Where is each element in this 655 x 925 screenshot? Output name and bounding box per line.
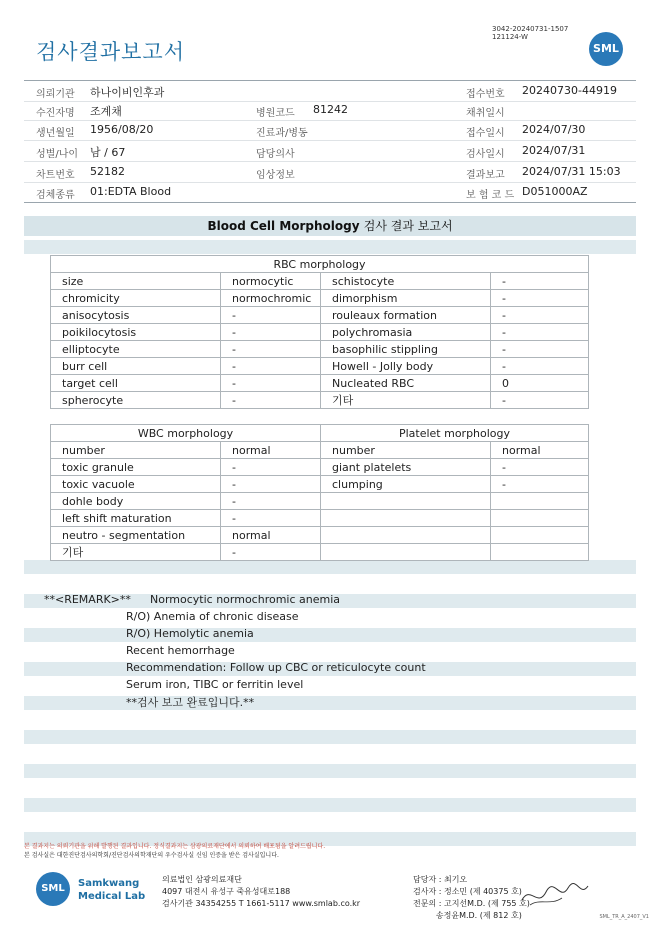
info-value: 01:EDTA Blood: [90, 185, 172, 198]
company-name-line: Samkwang: [78, 878, 140, 889]
info-value: 2024/07/31: [522, 144, 586, 157]
document-id-line: 3042-20240731-1507: [492, 25, 569, 33]
table-row: [51, 375, 589, 392]
table-row: [51, 544, 589, 561]
morphology-result: normal: [491, 442, 589, 459]
stripe-band: [24, 628, 636, 642]
info-row: [24, 80, 636, 102]
company-info-line: 의료법인 삼광의료재단: [162, 875, 242, 884]
morphology-item: burr cell: [51, 358, 221, 375]
morphology-result: -: [491, 273, 589, 290]
morphology-item: [321, 493, 491, 510]
company-info-line: 4097 대전시 유성구 죽유성대로188: [162, 887, 291, 896]
morphology-result: normal: [221, 442, 321, 459]
page-title: 검사결과보고서: [36, 40, 186, 64]
sml-logo: SML: [589, 32, 623, 66]
morphology-result: -: [491, 324, 589, 341]
morphology-result: normocytic: [221, 273, 321, 290]
morphology-result: -: [221, 307, 321, 324]
morphology-item: Howell - Jolly body: [321, 358, 491, 375]
remark-line: Normocytic normochromic anemia: [150, 593, 341, 606]
morphology-item: neutro - segmentation: [51, 527, 221, 544]
info-label: 접수번호: [466, 89, 505, 100]
morphology-result: -: [221, 459, 321, 476]
info-row: [24, 100, 636, 121]
morphology-result: -: [491, 307, 589, 324]
morphology-result: [491, 510, 589, 527]
info-label: 접수일시: [466, 128, 505, 139]
morphology-result: -: [221, 375, 321, 392]
morphology-result: -: [491, 392, 589, 409]
table-row: [51, 358, 589, 375]
info-value: 81242: [313, 103, 348, 116]
morphology-result: [491, 493, 589, 510]
remark-label: **<REMARK>**: [44, 593, 131, 606]
table-row: [51, 341, 589, 358]
morphology-item: giant platelets: [321, 459, 491, 476]
rbc-header: RBC morphology: [51, 256, 589, 273]
morphology-item: schistocyte: [321, 273, 491, 290]
table-row: [51, 392, 589, 409]
info-label: 검사일시: [466, 149, 505, 160]
remark-line: Recent hemorrhage: [126, 644, 235, 657]
info-value: 남 / 67: [90, 146, 126, 159]
document-id: [492, 25, 568, 41]
morphology-item: [321, 510, 491, 527]
morphology-item: Nucleated RBC: [321, 375, 491, 392]
staff-line: 담당자 : 최기오: [413, 875, 468, 884]
morphology-result: normal: [221, 527, 321, 544]
report-title: [24, 216, 636, 236]
morphology-item: left shift maturation: [51, 510, 221, 527]
morphology-item: 기타: [51, 544, 221, 561]
table-row: [51, 527, 589, 544]
info-label: 검체종류: [36, 190, 75, 201]
remark-line: R/O) Anemia of chronic disease: [126, 610, 299, 623]
staff-line: 송정윤M.D. (제 812 호): [413, 911, 522, 920]
company-info-line: 검사기관 34354255 T 1661-5117 www.smlab.co.kr: [162, 899, 361, 908]
staff-line: 전문의 : 고지선M.D. (제 755 호): [413, 899, 530, 908]
info-row: [24, 141, 636, 162]
info-label: 병원코드: [256, 108, 295, 119]
morphology-result: -: [221, 544, 321, 561]
footnote: 본 결과지는 의뢰기관을 위해 발행된 결과입니다. 정식결과지는 삼광의료재단에서 의뢰하여 배포됨을 알려드립니다.: [24, 843, 326, 850]
stripe-band: [24, 730, 636, 744]
info-label: 담당의사: [256, 149, 295, 160]
morphology-result: -: [491, 476, 589, 493]
info-value: 20240730-44919: [522, 84, 617, 97]
info-label: 생년월일: [36, 128, 75, 139]
morphology-item: number: [321, 442, 491, 459]
table-row: [51, 307, 589, 324]
remark-line: R/O) Hemolytic anemia: [126, 627, 254, 640]
company-name-line: Medical Lab: [78, 891, 146, 902]
company-info: [162, 874, 360, 910]
table-row: [51, 459, 589, 476]
platelet-header: Platelet morphology: [321, 425, 589, 442]
remark-line: **검사 보고 완료입니다.**: [126, 696, 255, 709]
morphology-result: [491, 527, 589, 544]
info-value: 2024/07/31 15:03: [522, 165, 621, 178]
info-value: 2024/07/30: [522, 123, 586, 136]
wbc-header: WBC morphology: [51, 425, 321, 442]
morphology-result: -: [221, 392, 321, 409]
morphology-item: toxic vacuole: [51, 476, 221, 493]
info-label: 차트번호: [36, 170, 75, 181]
table-row: [51, 442, 589, 459]
morphology-item: 기타: [321, 392, 491, 409]
morphology-item: elliptocyte: [51, 341, 221, 358]
remark-line: Serum iron, TIBC or ferritin level: [126, 678, 304, 691]
form-version: SML_TR_A_2407_V1: [599, 914, 649, 920]
info-label: 결과보고: [466, 170, 505, 181]
morphology-item: poikilocytosis: [51, 324, 221, 341]
info-row: [24, 182, 636, 203]
footer-logo: SML: [36, 872, 70, 906]
morphology-result: -: [221, 358, 321, 375]
info-value: 조계채: [90, 105, 122, 118]
company-name: [78, 877, 145, 903]
report-title-ko: 검사 결과 보고서: [363, 219, 453, 233]
morphology-result: -: [221, 476, 321, 493]
morphology-result: -: [491, 290, 589, 307]
morphology-item: [321, 544, 491, 561]
staff-info: [413, 874, 530, 922]
morphology-result: -: [221, 510, 321, 527]
info-label: 의뢰기관: [36, 89, 75, 100]
morphology-item: size: [51, 273, 221, 290]
info-label: 임상정보: [256, 170, 295, 181]
info-label: 채취일시: [466, 108, 505, 119]
signature-image: [520, 880, 590, 910]
morphology-result: -: [221, 493, 321, 510]
morphology-item: chromicity: [51, 290, 221, 307]
table-row: [51, 324, 589, 341]
info-value: 52182: [90, 165, 125, 178]
stripe-band: [24, 696, 636, 710]
document-id-line: 121124-W: [492, 33, 528, 41]
morphology-result: -: [491, 341, 589, 358]
info-label: 보 험 코 드: [466, 190, 515, 201]
morphology-item: anisocytosis: [51, 307, 221, 324]
footnote: 본 검사실은 대한진단검사의학회/진단검사의학재단의 우수검사실 신임 인증을 받은 검사실입니다.: [24, 852, 279, 859]
info-value: 1956/08/20: [90, 123, 154, 136]
info-label: 성별/나이: [36, 149, 79, 160]
stripe-band: [24, 560, 636, 574]
morphology-item: number: [51, 442, 221, 459]
info-label: 수진자명: [36, 108, 75, 119]
morphology-result: -: [491, 459, 589, 476]
morphology-item: dimorphism: [321, 290, 491, 307]
morphology-item: rouleaux formation: [321, 307, 491, 324]
table-row: [51, 273, 589, 290]
morphology-result: [491, 544, 589, 561]
morphology-item: polychromasia: [321, 324, 491, 341]
morphology-item: basophilic stippling: [321, 341, 491, 358]
table-row: [51, 476, 589, 493]
stripe-band: [24, 798, 636, 812]
remark-line: Recommendation: Follow up CBC or reticulocyte count: [126, 661, 426, 674]
info-row: [24, 120, 636, 141]
wbc-platelet-table: [50, 424, 589, 561]
morphology-result: -: [221, 341, 321, 358]
morphology-item: clumping: [321, 476, 491, 493]
info-value: D051000AZ: [522, 185, 588, 198]
rbc-morphology-table: [50, 255, 589, 409]
morphology-item: [321, 527, 491, 544]
table-row: [51, 290, 589, 307]
morphology-item: spherocyte: [51, 392, 221, 409]
morphology-item: toxic granule: [51, 459, 221, 476]
table-row: [51, 510, 589, 527]
report-title-en: Blood Cell Morphology: [207, 219, 360, 233]
morphology-item: target cell: [51, 375, 221, 392]
staff-line: 검사자 : 정소민 (제 40375 호): [413, 887, 522, 896]
stripe-band: [24, 240, 636, 254]
info-value: 하나이비인후과: [90, 86, 165, 99]
info-label: 진료과/병동: [256, 128, 308, 139]
morphology-result: -: [221, 324, 321, 341]
morphology-item: dohle body: [51, 493, 221, 510]
morphology-result: 0: [491, 375, 589, 392]
info-row: [24, 162, 636, 183]
stripe-band: [24, 764, 636, 778]
table-row: [51, 493, 589, 510]
morphology-result: -: [491, 358, 589, 375]
morphology-result: normochromic: [221, 290, 321, 307]
